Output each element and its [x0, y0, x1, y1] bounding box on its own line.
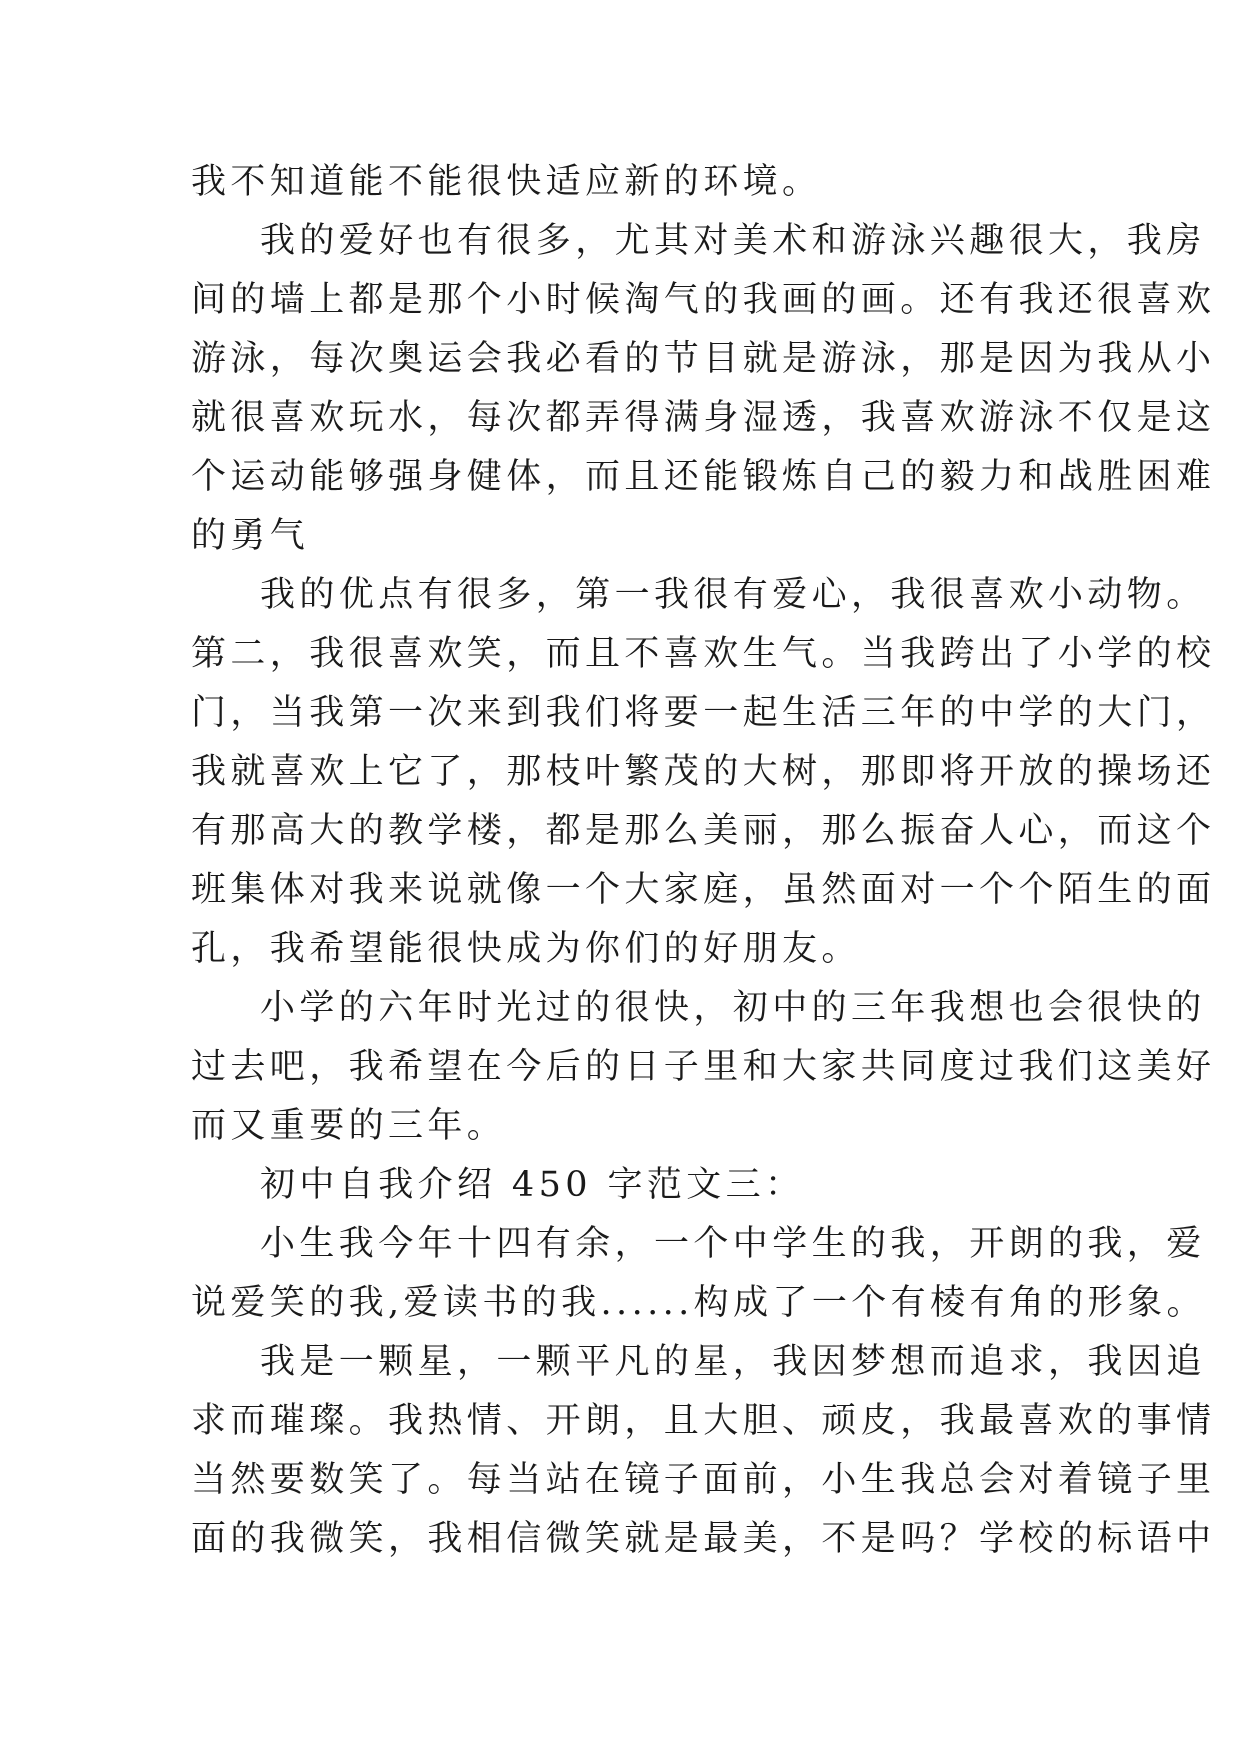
text-line: 个运动能够强身健体，而且还能锻炼自己的毅力和战胜困难 [191, 457, 1216, 497]
text-line: 的勇气 [191, 516, 310, 556]
text-line: 我不知道能不能很快适应新的环境。 [191, 162, 822, 202]
text-line: 求而璀璨。我热情、开朗，且大胆、顽皮，我最喜欢的事情 [191, 1401, 1216, 1441]
text-line: 而又重要的三年。 [191, 1106, 507, 1146]
text-line: 面的我微笑，我相信微笑就是最美，不是吗？学校的标语中 [191, 1519, 1216, 1559]
text-line: 我就喜欢上它了，那枝叶繁茂的大树，那即将开放的操场还 [191, 752, 1216, 792]
text-line: 过去吧，我希望在今后的日子里和大家共同度过我们这美好 [191, 1047, 1216, 1087]
text-line: 第二，我很喜欢笑，而且不喜欢生气。当我跨出了小学的校 [191, 634, 1216, 674]
text-line: 门，当我第一次来到我们将要一起生活三年的中学的大门， [191, 693, 1216, 733]
text-line: 孔，我希望能很快成为你们的好朋友。 [191, 929, 861, 969]
text-line: 间的墙上都是那个小时候淘气的我画的画。还有我还很喜欢 [191, 280, 1216, 320]
paragraph-time-start: 小学的六年时光过的很快，初中的三年我想也会很快的 [260, 988, 1206, 1028]
text-line: 说爱笑的我,爱读书的我......构成了一个有棱有角的形象。 [191, 1283, 1206, 1323]
paragraph-strengths-start: 我的优点有很多，第一我很有爱心，我很喜欢小动物。 [260, 575, 1206, 615]
paragraph-hobbies-start: 我的爱好也有很多，尤其对美术和游泳兴趣很大，我房 [260, 221, 1206, 261]
text-line: 有那高大的教学楼，都是那么美丽，那么振奋人心，而这个 [191, 811, 1216, 851]
section-heading: 初中自我介绍 450 字范文三： [260, 1165, 805, 1205]
text-line: 班集体对我来说就像一个大家庭，虽然面对一个个陌生的面 [191, 870, 1216, 910]
text-line: 游泳，每次奥运会我必看的节目就是游泳，那是因为我从小 [191, 339, 1216, 379]
paragraph-intro-start: 小生我今年十四有余，一个中学生的我，开朗的我，爱 [260, 1224, 1206, 1264]
paragraph-star-start: 我是一颗星，一颗平凡的星，我因梦想而追求，我因追 [260, 1342, 1206, 1382]
text-line: 就很喜欢玩水，每次都弄得满身湿透，我喜欢游泳不仅是这 [191, 398, 1216, 438]
text-line: 当然要数笑了。每当站在镜子面前，小生我总会对着镜子里 [191, 1460, 1216, 1500]
